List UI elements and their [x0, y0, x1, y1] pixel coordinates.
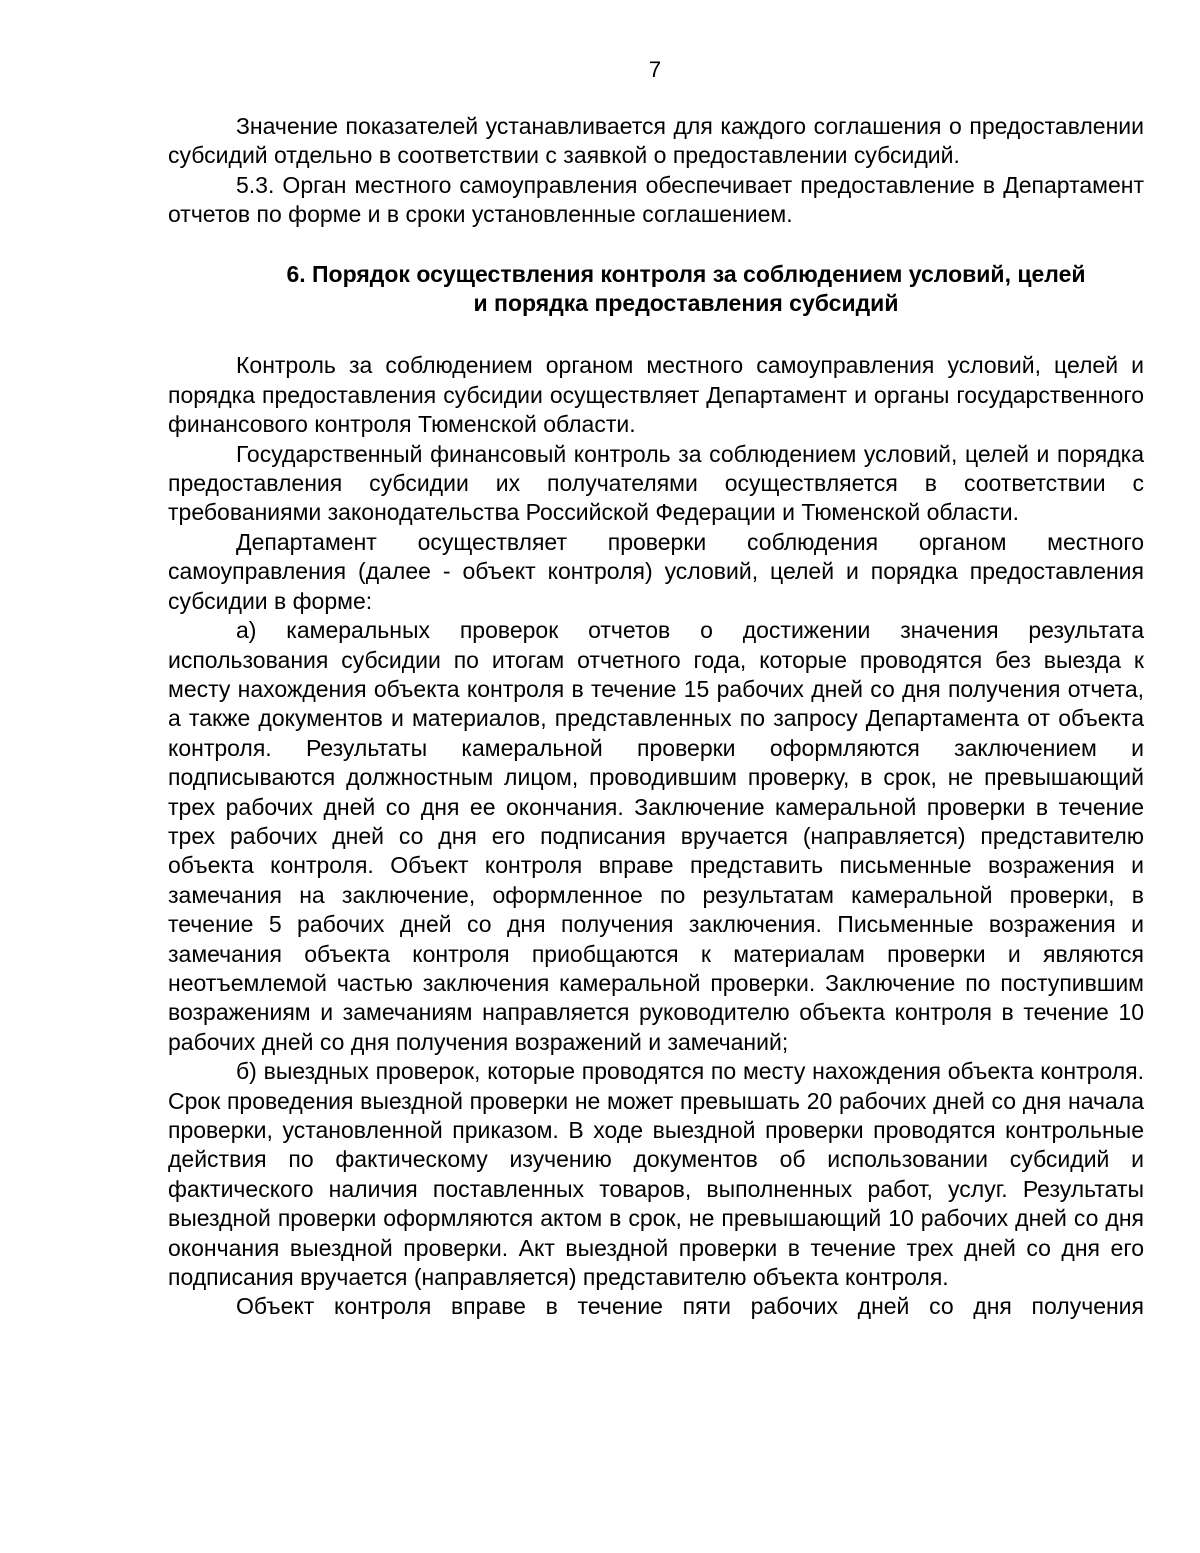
- section-heading-line-2: и порядка предоставления субсидий: [473, 290, 899, 317]
- paragraph-item-b: б) выездных проверок, которые проводятся по месту нахождения объекта контроля. Срок проведения выездной проверки не может превышать 20 рабочих дней со дня начала проверки, установленной приказом. В ходе выездной проверки проводятся контрольные действия по фактическому изучению документов об использовании субсидий и фактического наличия поставленных товаров, выполненных работ, услуг. Результаты выездной проверки оформляются актом в срок, не превышающий 10 рабочих дней со дня окончания выездной проверки. Акт выездной проверки в течение трех дней со дня его подписания вручается (направляется) представителю объекта контроля.: [168, 1058, 1144, 1291]
- paragraph-item-a: а) камеральных проверок отчетов о достижении значения результата использования субсидии по итогам отчетного года, которые проводятся без выезда к месту нахождения объекта контроля в течение 15 рабочих дней со дня получения отчета, а также документов и материалов, представленных по запросу Департамента от объекта контроля. Результаты камеральной проверки оформляются заключением и подписываются должностным лицом, проводившим проверку, в срок, не превышающий трех рабочих дней со дня ее окончания. Заключение камеральной проверки в течение трех рабочих дней со дня его подписания вручается (направляется) представителю объекта контроля. Объект контроля вправе представить письменные возражения и замечания на заключение, оформленное по результатам камеральной проверки, в течение 5 рабочих дней со дня получения заключения. Письменные возражения и замечания объекта контроля приобщаются к материалам проверки и являются неотъемлемой частью заключения камеральной проверки. Заключение по поступившим возражениям и замечаниям направляется руководителю объекта контроля в течение 10 рабочих дней со дня получения возражений и замечаний;: [168, 617, 1144, 1055]
- paragraph-objection-right: Объект контроля вправе в течение пяти рабочих дней со дня получения: [236, 1293, 1144, 1320]
- page-number: 7: [648, 57, 662, 82]
- paragraph-indicators-value: Значение показателей устанавливается для каждого соглашения о предоставлении субсидий отдельно в соответствии с заявкой о предоставлении субсидий.: [168, 113, 1144, 169]
- paragraph-5-3: 5.3. Орган местного самоуправления обеспечивает предоставление в Департамент отчетов по форме и в сроки установленные соглашением.: [168, 171, 1144, 228]
- document-body: [168, 112, 1144, 1322]
- paragraph-department-checks: Департамент осуществляет проверки соблюдения органом местного самоуправления (далее - объект контроля) условий, целей и порядка предоставления субсидии в форме:: [168, 528, 1144, 614]
- paragraph-state-financial-control: Государственный финансовый контроль за соблюдением условий, целей и порядка предоставления субсидии их получателями осуществляется в соответствии с требованиями законодательства Российской Федерации и Тюменской области.: [168, 440, 1144, 526]
- section-heading-6: [168, 260, 1144, 319]
- paragraph-control-overview: Контроль за соблюдением органом местного самоуправления условий, целей и порядка предоставления субсидии осуществляет Департамент и органы государственного финансового контроля Тюменской области.: [168, 352, 1144, 438]
- section-heading-line-1: 6. Порядок осуществления контроля за соблюдением условий, целей: [286, 260, 1086, 287]
